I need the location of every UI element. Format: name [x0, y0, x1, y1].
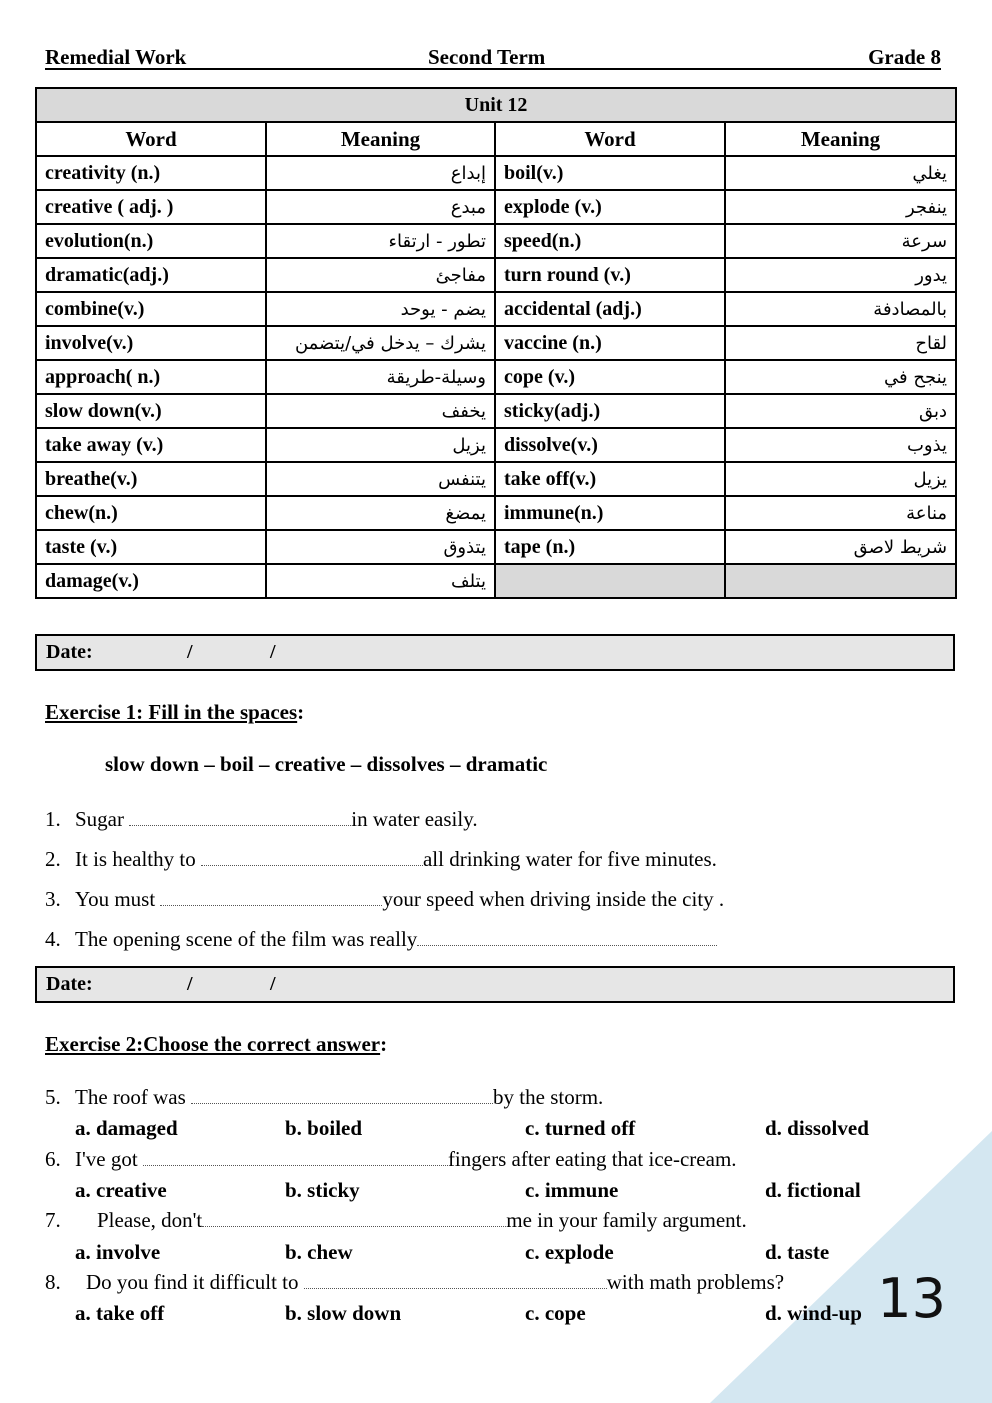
- word-cell: sticky(adj.): [495, 394, 725, 428]
- option[interactable]: a. take off: [75, 1301, 165, 1325]
- meaning-cell: دبق: [725, 394, 956, 428]
- column-header: Meaning: [266, 122, 495, 156]
- option[interactable]: a. involve: [75, 1240, 161, 1264]
- table-row: [36, 224, 956, 258]
- answer-blank[interactable]: [191, 1089, 493, 1104]
- question-7: 7. Please, don't me in your family argument.: [45, 1208, 747, 1232]
- meaning-cell: يخفف: [266, 394, 495, 428]
- date-separator: /: [187, 973, 193, 995]
- option[interactable]: c. cope: [525, 1301, 586, 1325]
- answer-blank[interactable]: [304, 1274, 607, 1289]
- table-row: [36, 292, 956, 326]
- table-row: [36, 496, 956, 530]
- corner-decoration: [710, 1131, 992, 1403]
- meaning-cell: يشرك – يدخل في/يتضمن: [266, 326, 495, 360]
- date-separator: /: [270, 973, 276, 995]
- meaning-cell: شريط لاصق: [725, 530, 956, 564]
- header-left: Remedial Work: [45, 45, 187, 69]
- options-5: [75, 1116, 895, 1142]
- word-cell: speed(n.): [495, 224, 725, 258]
- meaning-cell: يزيل: [725, 462, 956, 496]
- word-cell: boil(v.): [495, 156, 725, 190]
- meaning-cell: يمضغ: [266, 496, 495, 530]
- date-bar: [35, 634, 955, 671]
- word-cell: take away (v.): [36, 428, 266, 462]
- date-label: Date:: [46, 973, 93, 995]
- question-5: 5. The roof was by the storm.: [45, 1085, 604, 1109]
- option[interactable]: c. immune: [525, 1178, 619, 1202]
- meaning-cell: لقاح: [725, 326, 956, 360]
- word-cell: take off(v.): [495, 462, 725, 496]
- word-cell: combine(v.): [36, 292, 266, 326]
- column-header: Word: [495, 122, 725, 156]
- meaning-cell: يتذوق: [266, 530, 495, 564]
- table-row: [36, 156, 956, 190]
- meaning-cell: ينجح في: [725, 360, 956, 394]
- table-row: [36, 258, 956, 292]
- word-cell: chew(n.): [36, 496, 266, 530]
- word-cell: breathe(v.): [36, 462, 266, 496]
- header-center: Second Term: [428, 45, 546, 69]
- unit-title: Unit 12: [36, 88, 956, 122]
- word-cell: immune(n.): [495, 496, 725, 530]
- meaning-cell: يدور: [725, 258, 956, 292]
- answer-blank[interactable]: [201, 851, 423, 866]
- date-separator: /: [187, 641, 193, 663]
- question-8: 8. Do you find it difficult to with math problems?: [45, 1270, 785, 1294]
- table-row: [36, 462, 956, 496]
- table-row: [36, 190, 956, 224]
- question-6: 6. I've got fingers after eating that ice-cream.: [45, 1147, 737, 1171]
- table-row: [36, 360, 956, 394]
- meaning-cell: يغلي: [725, 156, 956, 190]
- option[interactable]: a. creative: [75, 1178, 167, 1202]
- word-cell: dramatic(adj.): [36, 258, 266, 292]
- exercise-1-title: Exercise 1: Fill in the spaces:: [45, 700, 305, 724]
- column-header: Word: [36, 122, 266, 156]
- word-cell: evolution(n.): [36, 224, 266, 258]
- date-separator: /: [270, 641, 276, 663]
- table-row: [36, 530, 956, 564]
- question-1: 1. Sugar in water easily.: [45, 807, 478, 831]
- answer-blank[interactable]: [202, 1212, 506, 1227]
- options-6: [75, 1178, 895, 1204]
- answer-blank[interactable]: [143, 1151, 448, 1166]
- option[interactable]: a. damaged: [75, 1116, 178, 1140]
- vocabulary-table: [35, 87, 957, 599]
- page-number: 13: [877, 1267, 946, 1330]
- meaning-cell: وسيلة-طريقة: [266, 360, 495, 394]
- meaning-cell: مفاجئ: [266, 258, 495, 292]
- table-row: [36, 428, 956, 462]
- word-cell: involve(v.): [36, 326, 266, 360]
- meaning-cell: يذوب: [725, 428, 956, 462]
- meaning-cell: سرعة: [725, 224, 956, 258]
- meaning-cell: [725, 564, 956, 598]
- word-cell: damage(v.): [36, 564, 266, 598]
- answer-blank[interactable]: [417, 931, 717, 946]
- word-cell: [495, 564, 725, 598]
- word-cell: creativity (n.): [36, 156, 266, 190]
- meaning-cell: يضم - يوحد: [266, 292, 495, 326]
- option[interactable]: d. taste: [765, 1240, 830, 1264]
- option[interactable]: d. dissolved: [765, 1116, 869, 1140]
- table-row: [36, 564, 956, 598]
- answer-blank[interactable]: [129, 811, 351, 826]
- meaning-cell: مبدع: [266, 190, 495, 224]
- option[interactable]: c. turned off: [525, 1116, 636, 1140]
- date-bar: [35, 966, 955, 1003]
- page-header: [45, 44, 941, 70]
- option[interactable]: d. wind-up: [765, 1301, 862, 1325]
- options-7: [75, 1240, 895, 1266]
- option[interactable]: b. sticky: [285, 1178, 360, 1202]
- question-4: 4. The opening scene of the film was really: [45, 927, 717, 952]
- meaning-cell: يتنفس: [266, 462, 495, 496]
- option[interactable]: b. slow down: [285, 1301, 402, 1325]
- word-cell: taste (v.): [36, 530, 266, 564]
- meaning-cell: مناعة: [725, 496, 956, 530]
- option[interactable]: b. boiled: [285, 1116, 363, 1140]
- exercise-2-title: Exercise 2:Choose the correct answer:: [45, 1032, 388, 1056]
- meaning-cell: يزيل: [266, 428, 495, 462]
- table-row: [36, 326, 956, 360]
- option[interactable]: b. chew: [285, 1240, 353, 1264]
- meaning-cell: يتلف: [266, 564, 495, 598]
- word-cell: dissolve(v.): [495, 428, 725, 462]
- option[interactable]: c. explode: [525, 1240, 614, 1264]
- table-row: [36, 394, 956, 428]
- word-cell: explode (v.): [495, 190, 725, 224]
- meaning-cell: بالمصادفة: [725, 292, 956, 326]
- option[interactable]: d. fictional: [765, 1178, 861, 1202]
- word-bank: slow down – boil – creative – dissolves – dramatic: [105, 752, 548, 776]
- meaning-cell: إبداع: [266, 156, 495, 190]
- vocabulary-rows: [36, 156, 956, 598]
- word-cell: vaccine (n.): [495, 326, 725, 360]
- word-cell: accidental (adj.): [495, 292, 725, 326]
- options-8: [75, 1301, 895, 1327]
- word-cell: slow down(v.): [36, 394, 266, 428]
- word-cell: creative ( adj. ): [36, 190, 266, 224]
- date-label: Date:: [46, 641, 93, 663]
- meaning-cell: تطور - ارتقاء: [266, 224, 495, 258]
- word-cell: approach( n.): [36, 360, 266, 394]
- meaning-cell: ينفجر: [725, 190, 956, 224]
- question-2: 2. It is healthy to all drinking water for five minutes.: [45, 847, 717, 871]
- question-3: 3. You must your speed when driving inside the city .: [45, 887, 725, 911]
- column-header: Meaning: [725, 122, 956, 156]
- word-cell: turn round (v.): [495, 258, 725, 292]
- answer-blank[interactable]: [160, 891, 382, 906]
- word-cell: cope (v.): [495, 360, 725, 394]
- header-right: Grade 8: [868, 45, 941, 69]
- word-cell: tape (n.): [495, 530, 725, 564]
